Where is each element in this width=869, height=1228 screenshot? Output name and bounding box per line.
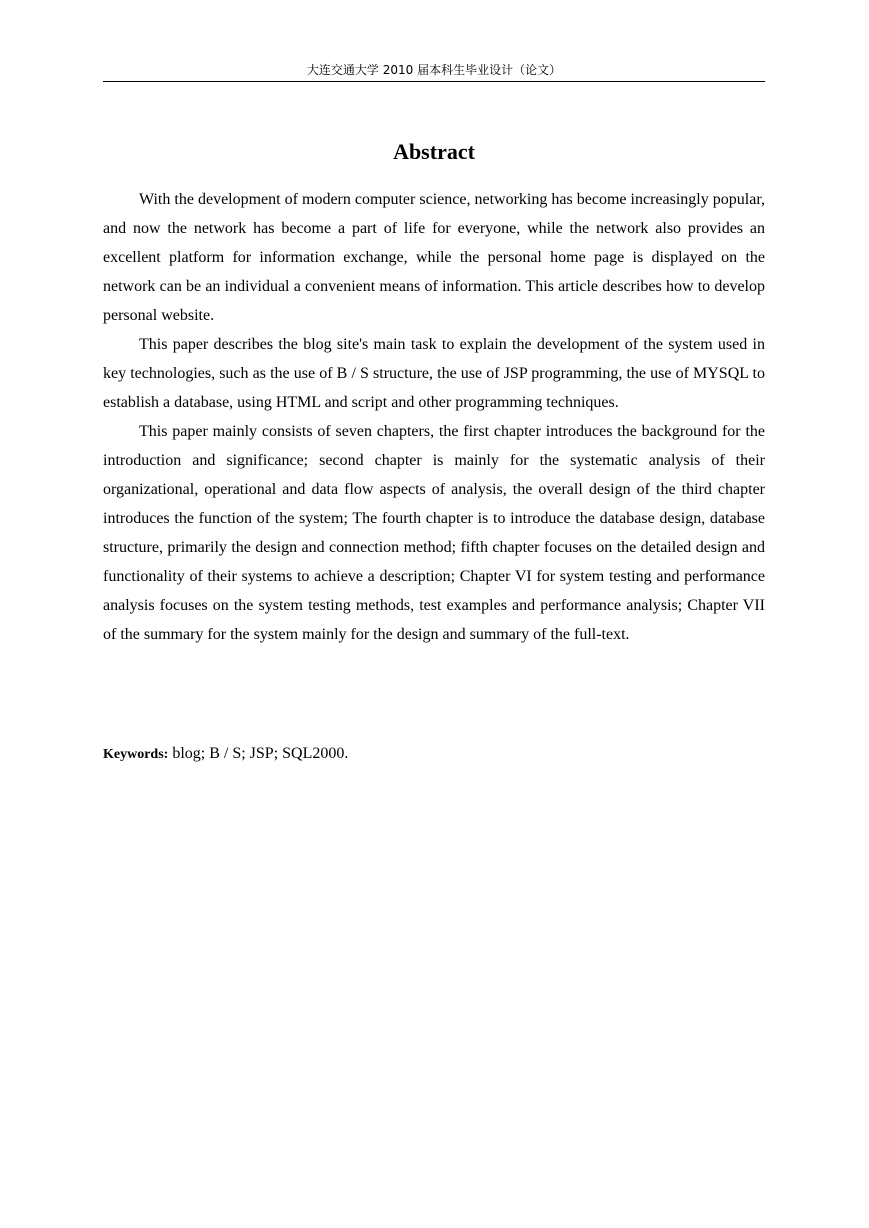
abstract-paragraph-1: With the development of modern computer science, networking has become increasingly popular, and now the network has become a part of life for everyone, while the network also provides an excellent platform for information exchange, while the personal home page is displayed on the network can be an individual a convenient means of information. This article describes how to develop personal website. [103, 191, 765, 324]
keywords-line [103, 740, 765, 769]
keywords-label: Keywords: [103, 747, 169, 762]
page-header: 大连交通大学 2010 届本科生毕业设计（论文） [306, 63, 562, 77]
abstract-title: Abstract [393, 139, 475, 164]
keywords-value: blog; B / S; JSP; SQL2000. [172, 745, 349, 762]
abstract-paragraph-3: This paper mainly consists of seven chapters, the first chapter introduces the background for the introduction and significance; second chapter is mainly for the systematic analysis of their organizational, operational and data flow aspects of analysis, the overall design of the third chapter introduces the function of the system; The fourth chapter is to introduce the database design, database structure, primarily the design and connection method; fifth chapter focuses on the detailed design and functionality of their systems to achieve a description; Chapter VI for system testing and performance analysis focuses on the system testing methods, test examples and performance analysis; Chapter VII of the summary for the system mainly for the design and summary of the full-text. [103, 423, 765, 643]
abstract-paragraph-2: This paper describes the blog site's main task to explain the development of the system used in key technologies, such as the use of B / S structure, the use of JSP programming, the use of MYSQL to establish a database, using HTML and script and other programming techniques. [103, 336, 765, 411]
header-divider [103, 81, 765, 82]
abstract-body [103, 185, 765, 649]
